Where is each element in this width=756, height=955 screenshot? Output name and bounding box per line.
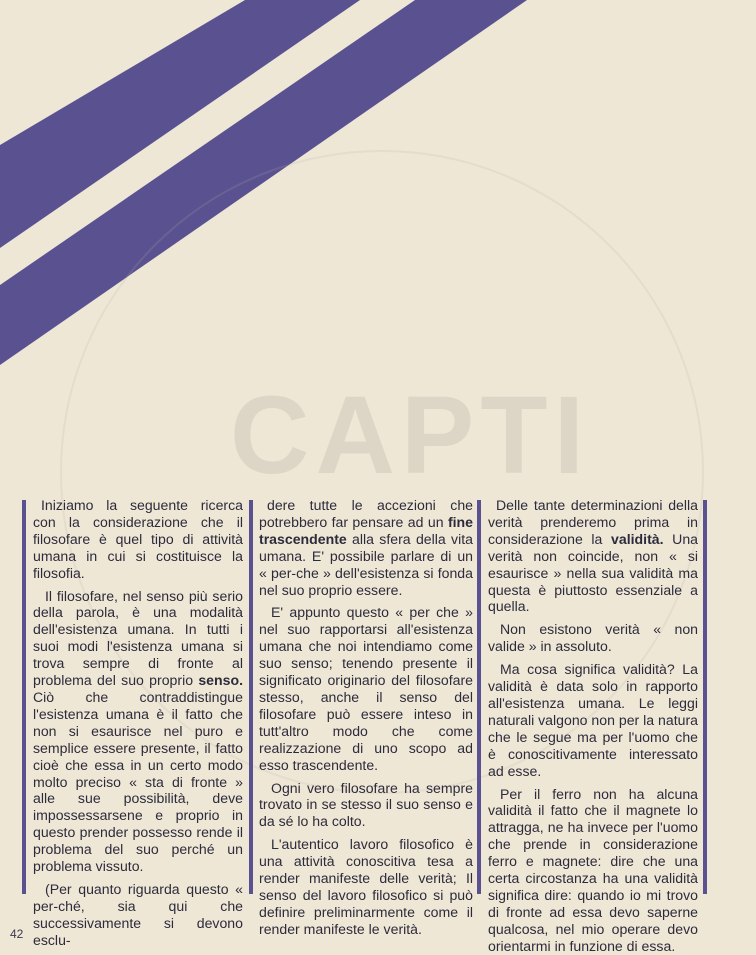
text-run: Una verità non coincide, non « si esaurisce » nella sua validità ma questa è piuttosto essenziale a quella. <box>488 530 698 615</box>
text-run: Delle tante determinazioni della verità prenderemo prima in considerazione la <box>488 497 698 547</box>
paragraph <box>33 497 243 582</box>
paragraph <box>259 836 473 937</box>
column-bar-right-1 <box>249 500 253 894</box>
page-number: 42 <box>10 927 24 941</box>
text-run: L'autentico lavoro filosofico è una attività conoscitiva tesa a render manifeste delle verità; Il senso del lavoro filosofico si può definire preliminarmente come il render manifeste le verità. <box>259 836 473 937</box>
text-run: alla sfera della vita umana. E' possibile parlare di un « per-che » dell'esistenza si fonda nel suo proprio essere. <box>259 530 473 598</box>
paragraph <box>488 786 698 955</box>
text-run: Per il ferro non ha alcuna validità il fatto che il magnete lo attragga, ne ha invece per l'uomo che prende in considerazione ferro e magnete: dire che una certa circostanza ha una validità significa dire: quando io mi trovo di fronte ad essa devo saperne qualcosa, nel mio operare devo orientarmi in funzione di essa. <box>488 785 698 954</box>
column-bar-right-3 <box>703 500 707 894</box>
column-bar-right-2 <box>477 500 481 894</box>
watermark-text: CAPTI <box>230 374 590 497</box>
text-run: (Per quanto riguarda questo « per-ché, sia qui che successivamente si devono esclu- <box>33 880 243 948</box>
text-run: E' appunto questo « per che » nel suo rapportarsi all'esistenza umana che noi intendiamo come suo senso; tenendo presente il significato originario del filosofare stesso, anche il senso del filosofare può essere inteso in tutt'altro modo che come realizzazione di uno scopo ad esso trascendente. <box>259 604 473 773</box>
paragraph <box>259 604 473 773</box>
column-bar-left-1 <box>22 500 26 894</box>
paragraph <box>259 497 473 598</box>
text-run: Ma cosa significa validità? La validità è data solo in rapporto all'esistenza umana. Le leggi naturali valgono non per la natura che le segue ma per l'uomo che è conoscitivamente interessato ad esse. <box>488 661 698 779</box>
text-run: Non esistono verità « non valide » in assoluto. <box>488 621 698 655</box>
paragraph <box>488 497 698 615</box>
paragraph <box>488 621 698 655</box>
text-column-2 <box>259 497 473 937</box>
text-run: Ogni vero filosofare ha sempre trovato in se stesso il suo senso e da sé lo ha colto. <box>259 779 473 830</box>
text-run: Iniziamo la seguente ricerca con la considerazione che il filosofare è quel tipo di attività umana in cui si costituisce la filosofia. <box>33 497 243 581</box>
paragraph <box>33 881 243 949</box>
text-column-3 <box>488 497 698 954</box>
bold-term: fine trascendente <box>259 513 473 547</box>
bold-term: validità. <box>611 530 664 547</box>
text-run: Il filosofare, nel senso più serio della parola, è una modalità dell'esistenza umana. In tutti i suoi modi l'esistenza umana si trova sempre di fronte al problema del suo proprio <box>33 587 243 689</box>
text-run: Ciò che contraddistingue l'esistenza umana è il fatto che non si esaurisce nel puro e semplice essere presente, il fatto cioè che essa in un certo modo molto preciso « sta di fronte » alle sue possibilità, deve impossessarsene e proprio in questo prender possesso rende il problema del suo perché un problema vissuto. <box>33 688 243 875</box>
text-column-1 <box>33 497 243 948</box>
paragraph <box>259 780 473 831</box>
paragraph <box>33 588 243 875</box>
bold-term: senso. <box>198 672 243 689</box>
paragraph <box>488 661 698 779</box>
text-run: dere tutte le accezioni che potrebbero far pensare ad un <box>259 497 473 530</box>
